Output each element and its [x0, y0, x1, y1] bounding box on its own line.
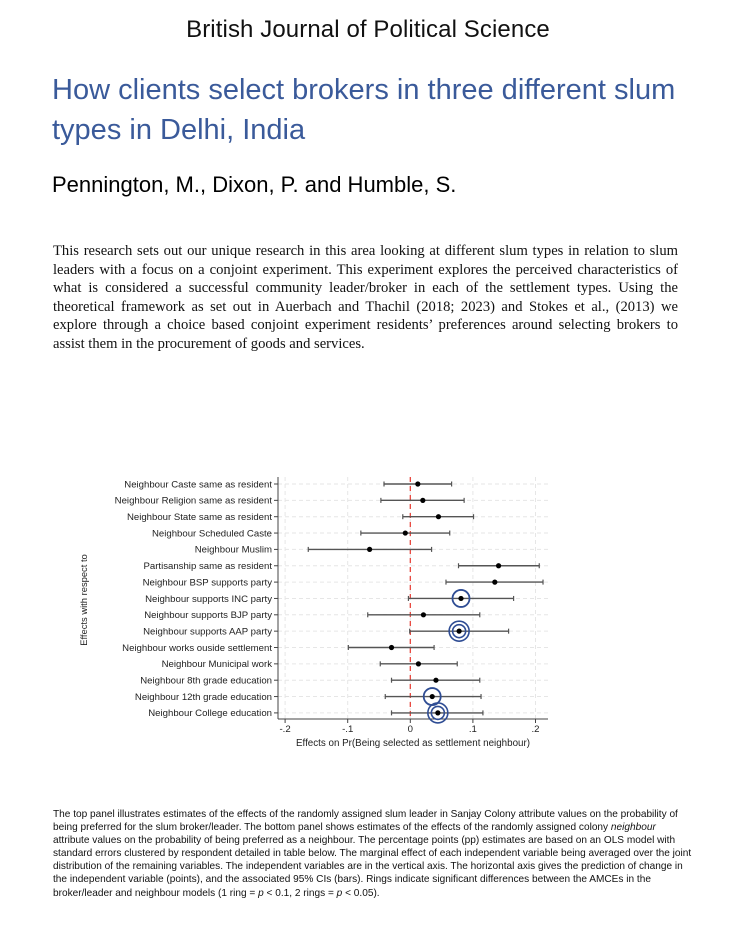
- journal-name: British Journal of Political Science: [186, 16, 550, 43]
- x-tick-label: .2: [531, 724, 540, 735]
- caption-text-2: attribute values on the probability of being preferred as a neighbour. The percentage points (pp) estimates are based on an OLS model with standard errors clustered by respondent detailed in table below. The marginal effect of each independent variable being averaged over the joint distribution of the remaining variables. The independent variables are in the vertical axis. The horizontal axis gives the prediction of change in the independent variable (points), and the associated 95% CIs (bars). Rings indicate significant differences between the AMCEs in the broker/leader and neighbour models (1 ring =: [53, 835, 692, 899]
- point-estimate: [436, 514, 441, 519]
- y-tick-label: Neighbour BSP supports party: [142, 577, 272, 589]
- y-tick-label: Neighbour Scheduled Caste: [151, 528, 272, 540]
- point-estimate: [435, 710, 440, 715]
- y-tick-label: Neighbour works ouside settlement: [122, 642, 272, 654]
- y-tick-label: Neighbour State same as resident: [126, 512, 272, 523]
- y-tick-label: Neighbour supports INC party: [145, 593, 272, 605]
- y-tick-label: Neighbour 12th grade education: [134, 691, 272, 703]
- x-tick-label: -.1: [342, 724, 354, 735]
- caption-text-1: The top panel illustrates estimates of the effects of the randomly assigned slum leader in Sanjay Colony attribute values on the probability of being preferred for the slum broker/leader. The bottom panel shows estimates of the effects of the randomly assigned colony: [53, 809, 678, 834]
- x-tick-label: .1: [468, 724, 477, 735]
- y-tick-label: Neighbour Municipal work: [161, 659, 272, 671]
- y-axis-title: Effects with respect to: [78, 554, 89, 646]
- point-estimate: [415, 481, 420, 486]
- y-tick-label: Partisanship same as resident: [143, 561, 272, 573]
- caption-text-4: < 0.05).: [342, 887, 380, 899]
- caption-italic-p1: p: [258, 887, 264, 899]
- y-tick-label: Neighbour Muslim: [194, 544, 272, 556]
- coefficient-plot-svg: [60, 440, 580, 770]
- caption-italic-neighbour: neighbour: [610, 822, 656, 834]
- paper-title: How clients select brokers in three different slum types in Delhi, India: [52, 74, 676, 146]
- authors: Pennington, M., Dixon, P. and Humble, S.: [52, 172, 457, 197]
- figure-caption: [53, 808, 693, 900]
- point-estimate: [416, 661, 421, 666]
- point-estimate: [458, 596, 463, 601]
- x-tick-label: 0: [407, 724, 413, 735]
- point-estimate: [403, 530, 408, 535]
- abstract: This research sets out our unique research in this area looking at different slum types in relation to slum leaders with a focus on a conjoint experiment. This experiment explores the perceived characteristics of what is considered a successful community leader/broker in each of the settlement types. Using the theoretical framework as set out in Auerbach and Thachil (2018; 2023) and Stokes et al., (2013) we explore through a choice based conjoint experiment residents’ preferences around selecting brokers to assist them in the procurement of goods and services.: [53, 243, 678, 352]
- y-tick-label: Neighbour 8th grade education: [140, 675, 272, 687]
- point-estimate: [389, 645, 394, 650]
- point-estimate: [420, 498, 425, 503]
- point-estimate: [367, 547, 372, 552]
- x-axis-title: Effects on Pr(Being selected as settlement neighbour): [296, 738, 530, 749]
- y-tick-label: Neighbour supports AAP party: [143, 626, 272, 638]
- point-estimate: [430, 694, 435, 699]
- x-tick-label: -.2: [279, 724, 291, 735]
- point-estimate: [457, 629, 462, 634]
- coefficient-plot: [60, 440, 580, 770]
- y-tick-label: Neighbour supports BJP party: [144, 610, 272, 622]
- y-tick-label: Neighbour Religion same as resident: [114, 495, 272, 507]
- point-estimate: [496, 563, 501, 568]
- y-tick-label: Neighbour Caste same as resident: [124, 479, 272, 491]
- caption-text-3: < 0.1, 2 rings =: [263, 887, 337, 899]
- y-tick-label: Neighbour College education: [148, 708, 272, 720]
- caption-italic-p2: p: [336, 887, 343, 899]
- point-estimate: [433, 678, 438, 683]
- point-estimate: [421, 612, 426, 617]
- point-estimate: [492, 580, 497, 585]
